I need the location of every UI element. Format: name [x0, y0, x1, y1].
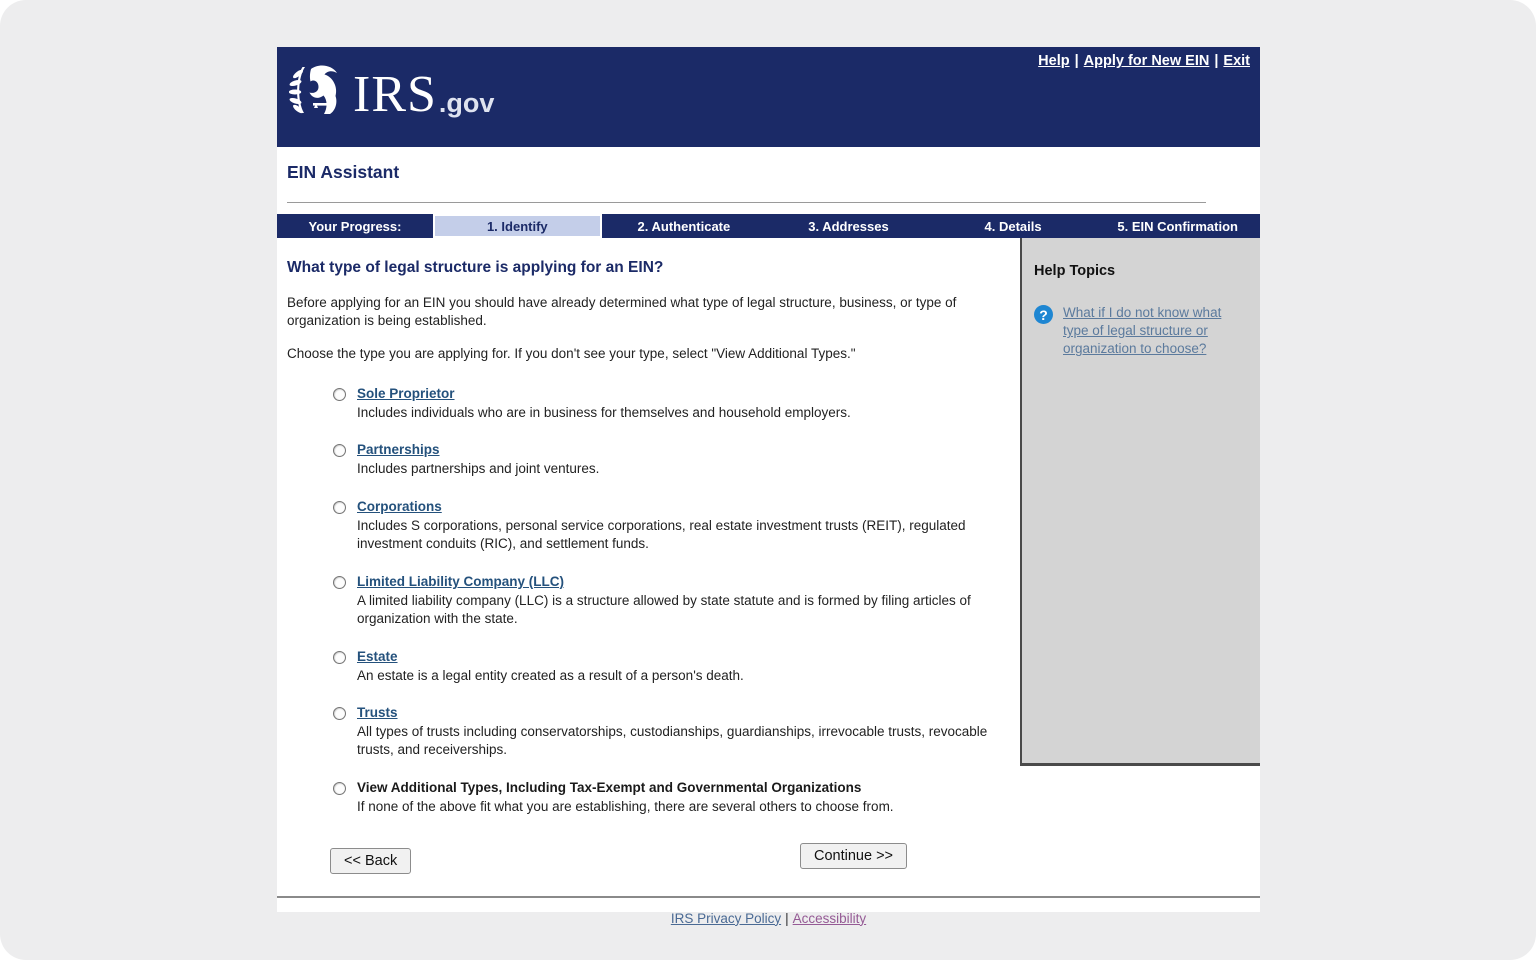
option-text — [357, 499, 1000, 553]
option-trusts — [333, 705, 1000, 759]
option-sole-proprietor — [333, 386, 1000, 422]
help-link[interactable]: Help — [1038, 53, 1070, 69]
sole-proprietor-link[interactable]: Sole Proprietor — [357, 385, 455, 401]
irs-privacy-policy-link[interactable]: IRS Privacy Policy — [670, 910, 782, 926]
option-text — [357, 780, 894, 816]
page-title: EIN Assistant — [287, 162, 400, 182]
option-description: All types of trusts including conservatorships, custodianships, guardianships, irrevocable trusts, revocable trusts, and receiverships. — [357, 724, 988, 758]
option-text — [357, 574, 1000, 628]
progress-bar — [277, 214, 1260, 238]
option-description: An estate is a legal entity created as a result of a person's death. — [357, 667, 744, 683]
logo-text-irs: IRS — [353, 66, 437, 124]
back-button[interactable]: << Back — [330, 848, 411, 874]
progress-step-identify: 1. Identify — [433, 214, 602, 238]
option-view-additional-types — [333, 780, 1000, 816]
option-llc — [333, 574, 1000, 628]
help-topic-link[interactable]: What if I do not know what type of legal structure or organization to choose? — [1063, 305, 1222, 357]
page-footer — [287, 911, 1250, 926]
option-description: Includes partnerships and joint ventures. — [357, 461, 600, 477]
logo-text-gov: .gov — [438, 88, 495, 119]
continue-button[interactable]: Continue >> — [800, 843, 907, 869]
title-section — [277, 147, 1260, 203]
option-text — [357, 442, 599, 478]
footer-divider — [277, 896, 1260, 898]
help-topics-sidebar — [1020, 238, 1260, 766]
progress-step-ein-confirmation: 5. EIN Confirmation — [1117, 218, 1238, 234]
option-corporations — [333, 499, 1000, 553]
link-separator: | — [1074, 53, 1079, 69]
title-divider — [287, 202, 1206, 203]
main-area — [277, 238, 1260, 926]
radio-trusts[interactable] — [333, 707, 346, 720]
progress-label: Your Progress: — [308, 218, 402, 234]
navigation-buttons — [287, 848, 1000, 880]
help-topics-title: Help Topics — [1034, 263, 1116, 279]
progress-step-authenticate: 2. Authenticate — [637, 218, 731, 234]
exit-link[interactable]: Exit — [1223, 53, 1250, 69]
header-utility-links — [1038, 53, 1250, 69]
progress-step-addresses: 3. Addresses — [808, 218, 889, 234]
view-additional-types-label: View Additional Types, Including Tax-Exempt and Governmental Organizations — [357, 779, 862, 795]
radio-partnerships[interactable] — [333, 444, 346, 457]
legal-structure-options — [287, 386, 1000, 816]
site-header — [277, 47, 1260, 147]
radio-estate[interactable] — [333, 651, 346, 664]
help-topic-item — [1034, 304, 1246, 359]
partnerships-link[interactable]: Partnerships — [357, 442, 440, 458]
link-separator: | — [1214, 53, 1219, 69]
radio-llc[interactable] — [333, 576, 346, 589]
main-content — [277, 238, 1020, 926]
trusts-link[interactable]: Trusts — [357, 705, 398, 721]
intro-paragraph-1: Before applying for an EIN you should have already determined what type of legal structure, business, or type of organization is being established. — [287, 295, 957, 329]
radio-sole-proprietor[interactable] — [333, 388, 346, 401]
radio-view-additional-types[interactable] — [333, 782, 346, 795]
option-text — [357, 705, 1000, 759]
option-description: Includes individuals who are in business for themselves and household employers. — [357, 404, 851, 420]
ein-assistant-page — [277, 47, 1260, 926]
option-partnerships — [333, 442, 1000, 478]
apply-for-new-ein-link[interactable]: Apply for New EIN — [1083, 53, 1210, 69]
accessibility-link[interactable]: Accessibility — [792, 910, 867, 926]
option-estate — [333, 649, 1000, 685]
option-description: A limited liability company (LLC) is a structure allowed by state statute and is formed by filing articles of organization with the state. — [357, 592, 971, 626]
question-mark-icon: ? — [1034, 305, 1053, 324]
option-description: Includes S corporations, personal service corporations, real estate investment trusts (REIT), regulated investment conduits (RIC), and settlement funds. — [357, 518, 966, 552]
radio-corporations[interactable] — [333, 501, 346, 514]
option-text — [357, 649, 744, 685]
corporations-link[interactable]: Corporations — [357, 499, 442, 515]
irs-eagle-icon — [289, 61, 345, 119]
question-heading: What type of legal structure is applying for an EIN? — [287, 259, 664, 276]
llc-link[interactable]: Limited Liability Company (LLC) — [357, 573, 565, 589]
option-text — [357, 386, 851, 422]
intro-paragraph-2: Choose the type you are applying for. If you don't see your type, select "View Additional Types." — [287, 346, 856, 362]
irs-logo — [289, 61, 495, 124]
link-separator: | — [785, 910, 789, 926]
option-description: If none of the above fit what you are establishing, there are several others to choose from. — [357, 798, 894, 814]
progress-step-details: 4. Details — [984, 218, 1042, 234]
estate-link[interactable]: Estate — [357, 648, 398, 664]
